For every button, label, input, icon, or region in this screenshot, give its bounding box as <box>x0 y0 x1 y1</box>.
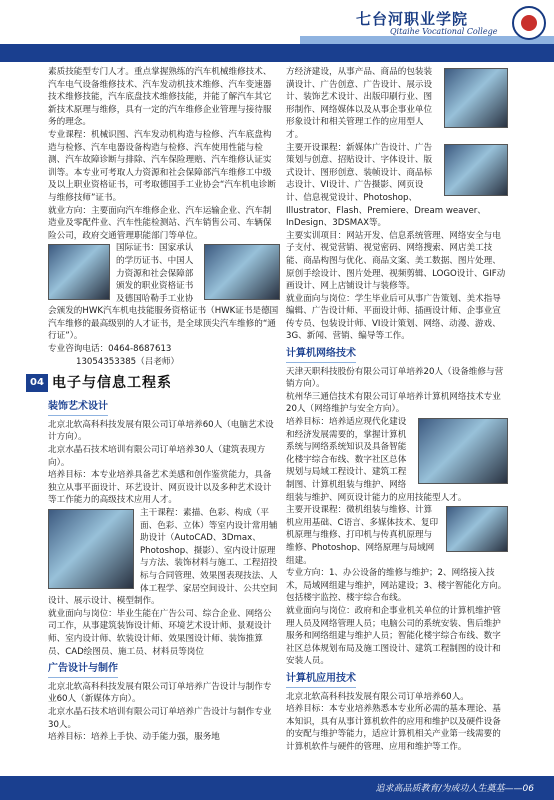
ad-training: 主要实训项目：网站开发、信息系统管理、网络安全与电子支付、视觉营销、视觉密码、网络搜索、网店美工技能、商品构图与优化、商品文案、美工数据、图片处理、原创手绘设计、图片处理、视频剪辑、LOGO设计、GIF动画设计、网上店铺设计与装修等。 <box>286 230 506 292</box>
app-goal: 培养目标：本专业培养熟悉本专业所必需的基本理论、基本知识，具有从事计算机软件的应用和维护以及硬件设备的安配与维护等能力，适应计算机相关产业第一线需要的计算机软件与硬件的管理、应用和维护等工作。 <box>286 704 501 752</box>
school-logo <box>512 6 546 40</box>
ad-courses: 主要开设课程：新媒体广告设计、广告策划与创意、招贴设计、字体设计、版式设计、图形创意、装帧设计、商品标志设计、VI设计、广告摄影、网页设计、信息视觉设计、Photoshop、Illustrator、Flash、Premiere、Dream weaver、InDesign、3DSMAX等。 <box>286 142 486 229</box>
major-title-network: 计算机网络技术 <box>286 348 356 363</box>
net-order-1: 天津天职科技股份有限公司订单培养20人（设备维修与营销方向）。 <box>286 366 504 390</box>
photo-car-workshop <box>204 244 280 300</box>
right-column <box>286 66 508 753</box>
deco-goal: 培养目标：本专业培养具备艺术美感和创作鉴赏能力，具备独立从事平面设计、环艺设计、网页设计以及多种艺术设计等工作能力的高级技术应用人才。 <box>48 470 272 506</box>
auto-jobs: 就业方向：主要面向汽车维修企业、汽车运输企业、汽车制造业及零配件业、汽车性能检测站、汽车销售公司、车辆保险公司，政府交通管理职能部门等单位。 <box>48 205 272 241</box>
photo-network-lab <box>418 418 508 484</box>
auto-cert: 国际证书：国家承认的学历证书、中国人力资源和社会保障部颁发的职业资格证书及德国哈勒手工业协会颁发的HWK汽车机电技能服务资格证书（HWK证书是德国汽车维修的最高级别的人才证书，是全球顶尖汽车维修的“通行证”）。 <box>48 243 279 342</box>
net-order-2: 杭州华三通信技术有限公司订单培养计算机网络技术专业20人（网络维护与安全方向）。 <box>286 391 501 415</box>
auto-intro: 素质技能型专门人才。重点掌握熟练的汽车机械维修技术、汽车电气设备维修技术、汽车发动机技术维修、汽车变速器技术维修技能，汽车底盘技术维修技能，并能了解汽车其它新技术原理与维修，具有一定的汽车维修企业管理与接待服务的理念。 <box>48 67 272 128</box>
section-header <box>26 374 280 392</box>
deco-courses: 主干课程：素描、色彩、构成（平面、色彩、立体）等室内设计常用辅助设计（AutoCAD、3Dmax、Photoshop、摄影）、室内设计原理与方法、装饰材料与施工、工程招投标与合同管理、效果图表现技法、人体工程学、家居空间设计、公共空间设计、展示设计、模型制作。 <box>48 508 278 607</box>
auto-contact: 专业咨询电话：0464-8687613 <box>48 344 172 355</box>
photo-hardware-lab <box>446 506 508 552</box>
major-title-ad: 广告设计与制作 <box>48 663 118 678</box>
net-direction: 专业方向：1、办公设备的维修与维护；2、网络接入技术，局域网组建与维护，网站建设；3、楼宇智能化方向。包括楼宇监控、楼宇综合布线。 <box>286 568 507 604</box>
ad-jobs: 就业面向与岗位：学生毕业后可从事广告策划、美术指导编辑、广告设计师、平面设计师、插画设计师、企事业宣传专员、包装设计师、VI设计策划、网络、动漫、游戏、3G、新闻、营销、编导等工作。 <box>286 293 501 342</box>
photo-instructor <box>48 244 110 300</box>
net-jobs: 就业面向与岗位：政府和企事业机关单位的计算机维护管理人员及网络管理人员；电脑公司的系统安装、售后维护服务和网络组建与维护人员；智能化楼宇综合布线、数字社区总体规划布局及施工图设计、建筑工程制图的设计和安装人员。 <box>286 605 501 667</box>
section-number: 04 <box>26 374 48 392</box>
deco-jobs: 就业面向与岗位：毕业生能在广告公司、综合企业、网络公司工作，从事建筑装饰设计师、环境艺术设计师、景观设计师、室内设计师、软装设计师、效果图设计师、装饰推算员、CAD绘图员、施工员、材料员等岗位 <box>48 608 272 657</box>
header-stripe <box>0 44 554 62</box>
major-title-app: 计算机应用技术 <box>286 673 356 688</box>
ad-order-2: 北京水晶石技术培训有限公司订单培养广告设计与制作专业30人。 <box>48 706 272 730</box>
net-courses: 主要开设课程：微机组装与维修、计算机应用基础、C语言、多媒体技术、复印机原理与维修、打印机与传真机原理与维修、Photoshop、网络原理与局域网组建。 <box>286 505 439 566</box>
photo-design-class <box>444 68 508 128</box>
ad-order-1: 北京北软高科科技发展有限公司订单培养广告设计与制作专业60人（新媒体方向）。 <box>48 681 272 705</box>
school-name-english: Qitaihe Vocational College <box>390 27 498 36</box>
auto-contact-mobile: 13054353385（吕老师） <box>76 356 180 367</box>
left-column <box>30 66 280 744</box>
ad-cont: 方经济建设，从事产品、商品的包装装潢设计、广告创意、广告设计、展示设计、装饰艺术设计、出版印刷行业、图形制作、网络媒体以及从事企事业单位形象设计和相关管理工作的应用型人才。 <box>286 67 433 140</box>
section-title: 电子与信息工程系 <box>52 374 172 391</box>
footer-slogan: 追求高品质教育/为成功人生奠基——06 <box>375 784 534 794</box>
photo-computer-lab <box>48 509 134 589</box>
app-order: 北京北软高科科技发展有限公司订单培养60人。 <box>286 691 469 702</box>
major-title-deco: 装饰艺术设计 <box>48 401 108 416</box>
ad-goal: 培养目标：培养上手快、动手能力强，服务地 <box>48 732 220 743</box>
net-goal: 培养目标：培养适应现代化建设和经济发展需要的，掌握计算机系统与网络系统知识及具备智能化楼宇综合布线、数字社区总体规划与局域工程设计、建筑工程制图、计算机组装与维护、网络组装与维护、网页设计能力的应用技能型人才。 <box>286 417 467 503</box>
auto-courses: 专业课程：机械识图、汽车发动机构造与检修、汽车底盘构造与检修、汽车电器设备构造与检修、汽车使用性能与检测、汽车故障诊断与排除、汽车保险理赔、汽车维修认证实训等。本专业可考取人力资源和社会保障部汽车维修工中级及以上职业资格证书，可考取德国手工业协会“汽车机电诊断与维修技师”证书。 <box>48 129 276 203</box>
deco-order-2: 北京水晶石技术培训有限公司订单培养30人（建筑表现方向）。 <box>48 445 266 468</box>
deco-order-1: 北京北软高科科技发展有限公司订单培养60人（电脑艺术设计方向）。 <box>48 419 274 443</box>
school-name: 七台河职业学院 <box>356 10 469 28</box>
photo-design-studio <box>444 144 508 196</box>
